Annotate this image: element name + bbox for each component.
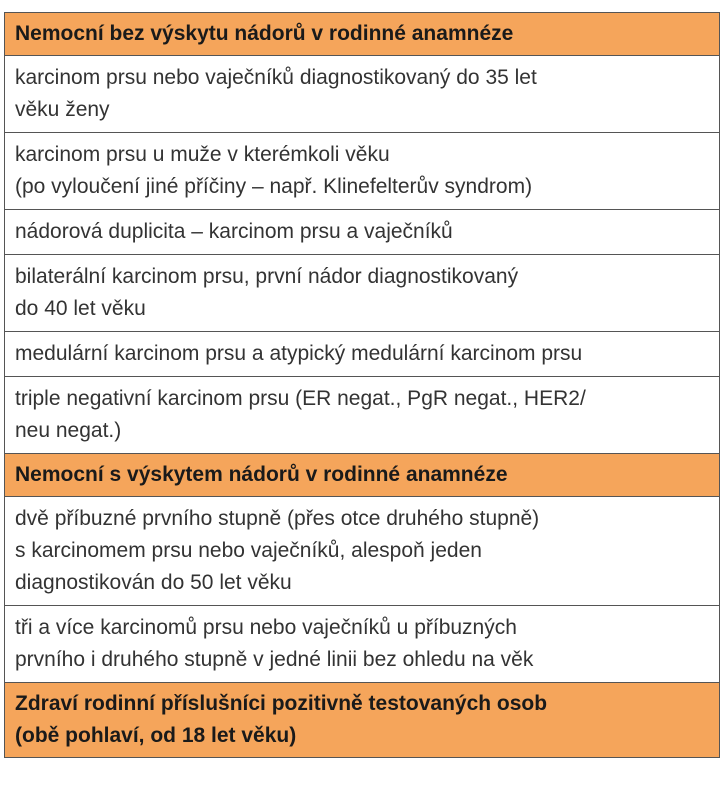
section-heading-row	[5, 13, 720, 56]
criterion-cell	[5, 56, 720, 133]
section-heading	[5, 454, 720, 497]
criterion-line: dvě příbuzné prvního stupně (přes otce druhého stupně)	[15, 507, 540, 530]
criterion-line: do 40 let věku	[15, 297, 146, 320]
criterion-cell	[5, 210, 720, 255]
criterion-line: karcinom prsu u muže v kterémkoli věku	[15, 143, 390, 166]
criterion-line: s karcinomem prsu nebo vaječníků, alespoň jeden	[15, 539, 482, 562]
section-heading	[5, 683, 720, 758]
criterion-line: diagnostikován do 50 let věku	[15, 571, 292, 594]
criterion-row	[5, 56, 720, 133]
criterion-line: (po vyloučení jiné příčiny – např. Klinefelterův syndrom)	[15, 175, 533, 198]
heading-line: Zdraví rodinní příslušníci pozitivně testovaných osob	[15, 692, 548, 715]
criterion-cell	[5, 332, 720, 377]
criterion-cell	[5, 497, 720, 606]
section-heading	[5, 13, 720, 56]
criterion-line: medulární karcinom prsu a atypický medulární karcinom prsu	[15, 342, 583, 365]
criterion-cell	[5, 606, 720, 683]
criterion-cell	[5, 255, 720, 332]
criterion-row	[5, 606, 720, 683]
criteria-table	[4, 12, 720, 758]
criterion-cell	[5, 377, 720, 454]
criterion-line: věku ženy	[15, 98, 110, 121]
criterion-line: karcinom prsu nebo vaječníků diagnostikovaný do 35 let	[15, 66, 537, 89]
criterion-row	[5, 377, 720, 454]
heading-line: (obě pohlaví, od 18 let věku)	[15, 724, 297, 747]
criterion-line: neu negat.)	[15, 419, 122, 442]
section-heading-row	[5, 454, 720, 497]
criterion-row	[5, 133, 720, 210]
criterion-line: nádorová duplicita – karcinom prsu a vaječníků	[15, 220, 453, 243]
criterion-line: triple negativní karcinom prsu (ER negat., PgR negat., HER2/	[15, 387, 586, 410]
criterion-row	[5, 497, 720, 606]
criterion-line: bilaterální karcinom prsu, první nádor diagnostikovaný	[15, 265, 519, 288]
criterion-row	[5, 255, 720, 332]
criterion-row	[5, 210, 720, 255]
section-heading-row	[5, 683, 720, 758]
criterion-cell	[5, 133, 720, 210]
criterion-line: tři a více karcinomů prsu nebo vaječníků u příbuzných	[15, 616, 517, 639]
criterion-row	[5, 332, 720, 377]
heading-line: Nemocní bez výskytu nádorů v rodinné anamnéze	[15, 22, 514, 45]
criterion-line: prvního i druhého stupně v jedné linii bez ohledu na věk	[15, 648, 534, 671]
heading-line: Nemocní s výskytem nádorů v rodinné anamnéze	[15, 463, 508, 486]
